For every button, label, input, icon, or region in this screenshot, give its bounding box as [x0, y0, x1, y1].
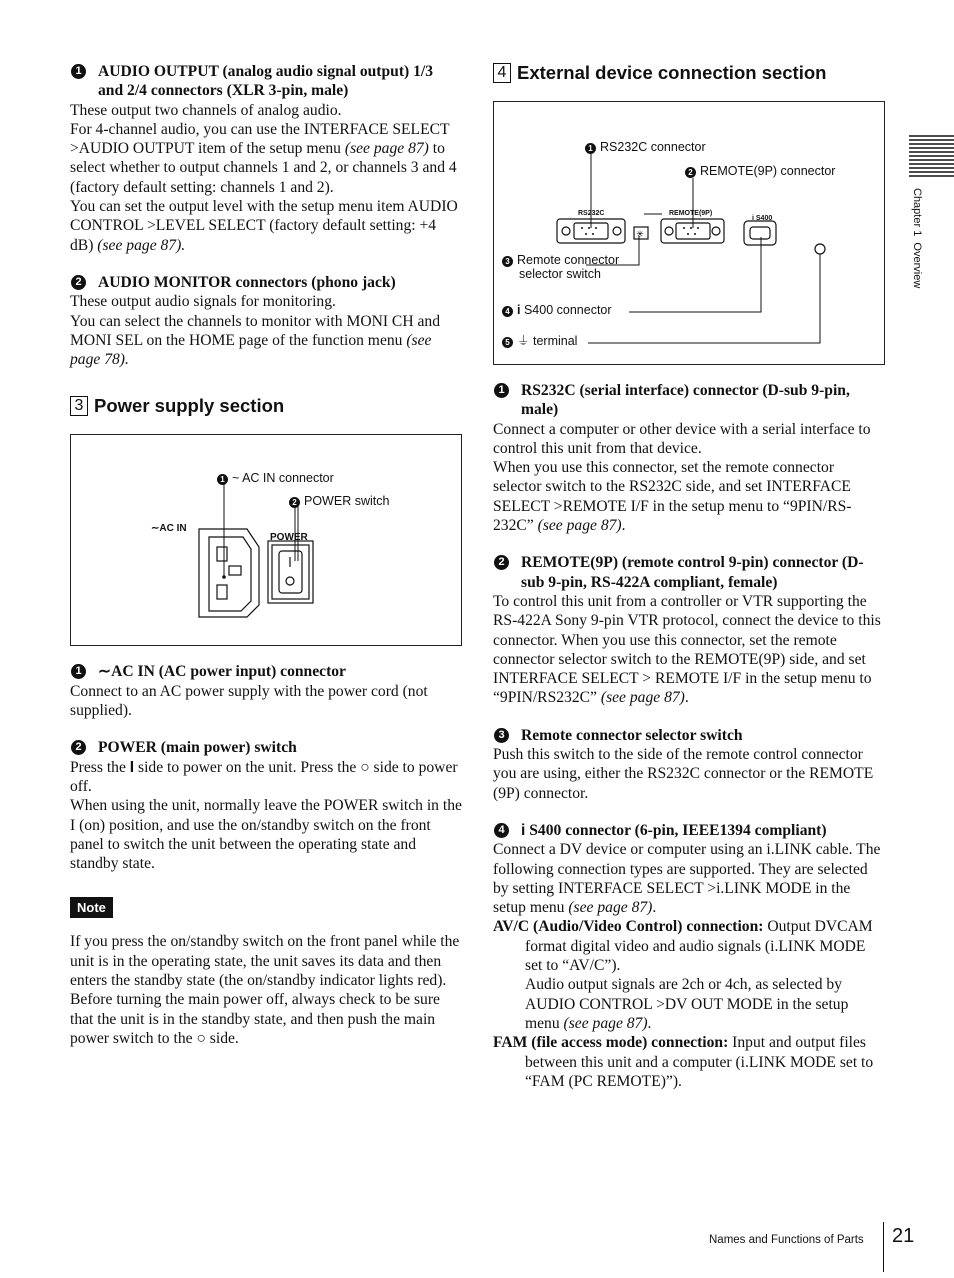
ac-in-text: Connect to an AC power supply with the power cord (not supplied). [70, 682, 428, 720]
note-text: If you press the on/standby switch on the front panel while the unit is in the operating state, the unit saves its data and then enters the standby state (the on/standby indicator lights red). Before turning the main power off, always check to be sure that the unit is in the standby state, and then push the main power switch to the ○ side. [70, 933, 460, 1047]
s400-heading: 4 i S400 connector (6-pin, IEEE1394 compliant) [493, 821, 885, 840]
ground-terminal-callout: 5 ⏚ terminal [502, 334, 577, 348]
power-switch-p2: When using the unit, normally leave the POWER switch in the I (on) position, and use the on/standby switch on the front panel to switch the unit between the operating state and standby state. [70, 797, 462, 873]
s400-p1: Connect a DV device or computer using an i.LINK cable. The following connection types are supported. They are selected by setting INTERFACE SELECT >i.LINK MODE in the setup menu (see page 87). [493, 841, 881, 917]
chapter-label: Chapter 1 Overview [911, 188, 923, 289]
rs232c-panel-label: RS232C [578, 210, 605, 217]
audio-output-p3: You can set the output level with the setup menu item AUDIO CONTROL >LEVEL SELECT (factory default setting: +4 dB) (see page 87). [70, 198, 458, 254]
svg-text:✳: ✳ [636, 229, 644, 239]
power-switch-callout: 2 POWER switch [289, 494, 389, 508]
remote9p-callout: 2 REMOTE(9P) connector [685, 164, 835, 178]
remote9p-heading: 2 REMOTE(9P) (remote control 9-pin) connector (D-sub 9-pin, RS-422A compliant, female) [493, 553, 885, 592]
chapter-side-tab [907, 134, 954, 384]
ac-in-callout: 1 ~ AC IN connector [217, 471, 334, 485]
audio-output-p2: For 4-channel audio, you can use the INTERFACE SELECT >AUDIO OUTPUT item of the setup menu (see page 87) to select whether to output channels 1 and 2, or channels 3 and 4 (factory default setting: channels 1 and 2). [70, 120, 457, 196]
note-badge: Note [70, 897, 113, 918]
rs232c-p1: Connect a computer or other device with a serial interface to control this unit from that device. [493, 420, 871, 457]
power-switch-heading: 2 POWER (main power) switch [70, 738, 462, 757]
right-column [493, 62, 885, 1091]
audio-output-p1: These output two channels of analog audio. [70, 101, 342, 119]
chapter-stripe-icon [909, 134, 954, 184]
power-switch-p1: Press the I side to power on the unit. Press the ○ side to power off. [70, 758, 458, 795]
rs232c-p2: When you use this connector, set the remote connector selector switch to the RS232C side, and set INTERFACE SELECT >REMOTE I/F in the setup menu to “9PIN/RS-232C” (see page 87). [493, 459, 852, 535]
ac-in-panel-label: ∼AC IN [151, 523, 187, 535]
page-footer [640, 1225, 940, 1278]
power-diagram [71, 435, 461, 645]
rs232c-callout: 1 RS232C connector [585, 140, 706, 154]
remote9p-p1: To control this unit from a controller or VTR supporting the RS-422A Sony 9-pin VTR protocol, connect the device to this connector. When you use this connector, set the remote connector selector switch to the REMOTE(9P) side, and set INTERFACE SELECT > REMOTE I/F in the setup menu to “9PIN/RS232C” (see page 87). [493, 592, 881, 707]
left-column [70, 62, 462, 1048]
avc-connection-audio: Audio output signals are 2ch or 4ch, as selected by AUDIO CONTROL >DV OUT MODE in the setup menu (see page 87). [525, 976, 849, 1032]
selector-switch-p1: Push this switch to the side of the remote control connector you are using, either the RS232C connector or the REMOTE (9P) connector. [493, 746, 874, 802]
avc-connection: AV/C (Audio/Video Control) connection: Output DVCAM format digital video and audio signals (i.LINK MODE set to “AV/C”). [493, 918, 873, 975]
external-figure [493, 101, 885, 365]
selector-switch-heading: 3 Remote connector selector switch [493, 726, 885, 745]
remote-panel-label: REMOTE(9P) [669, 210, 713, 217]
ac-in-heading: 1 ∼AC IN (AC power input) connector [70, 662, 462, 681]
power-section-title: 3 Power supply section [70, 395, 462, 417]
item-number-1: 1 [71, 64, 86, 79]
audio-monitor-p1: These output audio signals for monitoring. [70, 293, 336, 311]
ground-icon: ⏚ [517, 334, 530, 348]
footer-label: Names and Functions of Parts [709, 1234, 864, 1246]
page-number: 21 [892, 1225, 915, 1247]
rs232c-heading: 1 RS232C (serial interface) connector (D-sub 9-pin, male) [493, 381, 885, 420]
s400-callout: 4 i S400 connector [502, 303, 612, 317]
audio-monitor-p2: You can select the channels to monitor with MONI CH and MONI SEL on the HOME page of the function menu (see page 78). [70, 312, 441, 369]
off-circle-icon: ○ [196, 1029, 206, 1047]
audio-output-heading: 1 AUDIO OUTPUT (analog audio signal output) 1/3 and 2/4 connectors (XLR 3-pin, male) [70, 62, 462, 101]
audio-monitor-heading: 2 AUDIO MONITOR connectors (phono jack) [70, 273, 462, 292]
footer-divider [883, 1222, 884, 1272]
power-figure [70, 434, 462, 646]
s400-panel-label: i S400 [752, 215, 773, 222]
power-panel-label: POWER [270, 532, 308, 544]
external-section-title: 4 External device connection section [493, 62, 885, 84]
fam-connection: FAM (file access mode) connection: Input and output files between this unit and a computer (i.LINK MODE set to “FAM (PC REMOTE)”). [493, 1034, 874, 1090]
selector-switch-callout: 3 Remote connector selector switch [502, 253, 619, 281]
off-circle-icon: ○ [360, 758, 370, 776]
